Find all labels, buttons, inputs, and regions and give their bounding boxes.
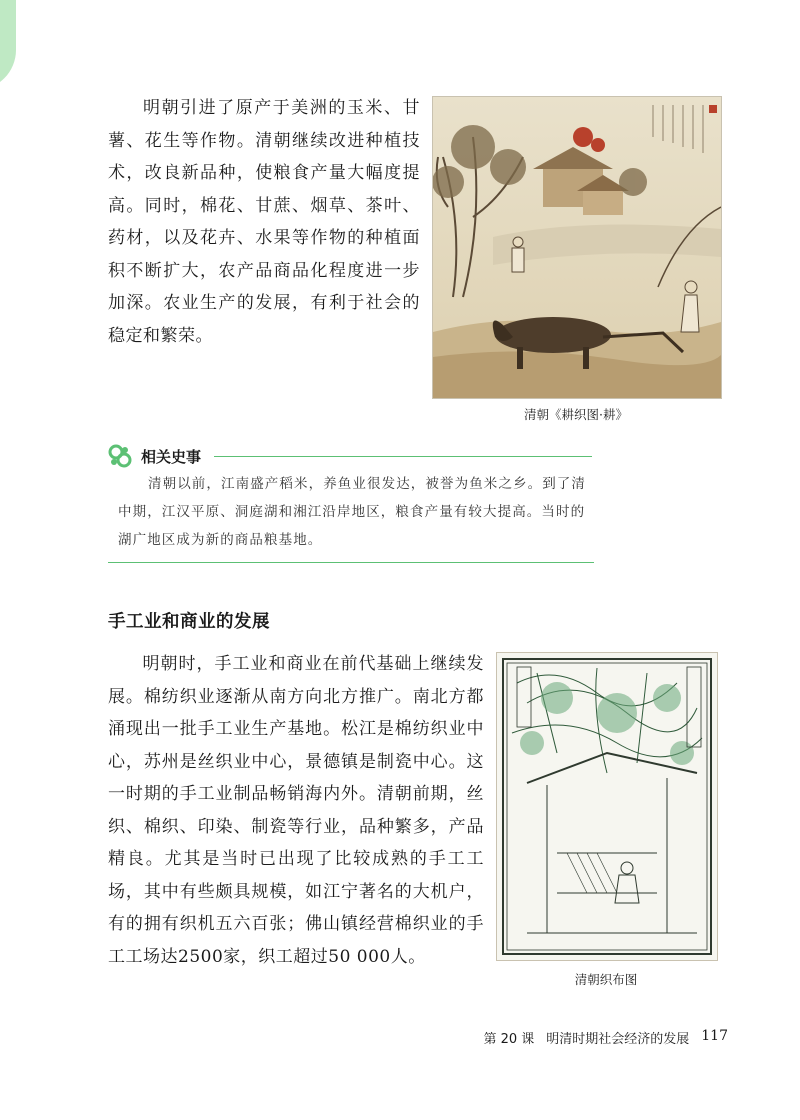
box-bottom-rule [108,562,594,563]
weaving-woodcut [496,652,718,961]
farming-painting [432,96,722,399]
section-heading: 手工业和商业的发展 [108,612,270,632]
handicraft-paragraph: 明朝时，手工业和商业在前代基础上继续发展。棉纺织业逐渐从南方向北方推广。南北方都涌现出一批手工业生产基地。松江是棉纺织业中心，苏州是丝织业中心，景德镇是制瓷中心。这一时期的手工业制品畅销海内外。清朝前期，丝织、棉织、印染、制瓷等行业，品种繁多，产品精良。尤其是当时已出现了比较成熟的手工工场，其中有些颇具规模，如江宁著名的大机户，有的拥有织机五六百张；佛山镇经营棉织业的手工工场达2500家，织工超过50 000人。 [108,654,484,967]
related-history-title: 相关史事 [141,447,202,466]
page-number: 117 [701,1028,728,1044]
page-footer [470,1028,728,1047]
lesson-title: 明清时期社会经济的发展 [546,1032,690,1047]
related-history-header [108,444,201,468]
box-top-rule [214,456,592,457]
lesson-number: 第 20 课 [483,1032,535,1047]
intro-paragraph: 明朝引进了原产于美洲的玉米、甘薯、花生等作物。清朝继续改进种植技术，改良新品种，使粮食产量大幅度提高。同时，棉花、甘蔗、烟草、茶叶、药材，以及花卉、水果等作物的种植面积不断扩大，农产品商品化程度进一步加深。农业生产的发展，有利于社会的稳定和繁荣。 [108,98,420,346]
related-history-icon [108,444,132,468]
related-history-text: 清朝以前，江南盛产稻米，养鱼业很发达，被誉为鱼米之乡。到了清中期，江汉平原、洞庭湖和湘江沿岸地区，粮食产量有较大提高。当时的湖广地区成为新的商品粮基地。 [118,476,586,548]
figure1-caption: 清朝《耕织图·耕》 [524,407,628,422]
page-corner-tab [0,0,16,90]
figure2-caption: 清朝织布图 [574,972,638,987]
